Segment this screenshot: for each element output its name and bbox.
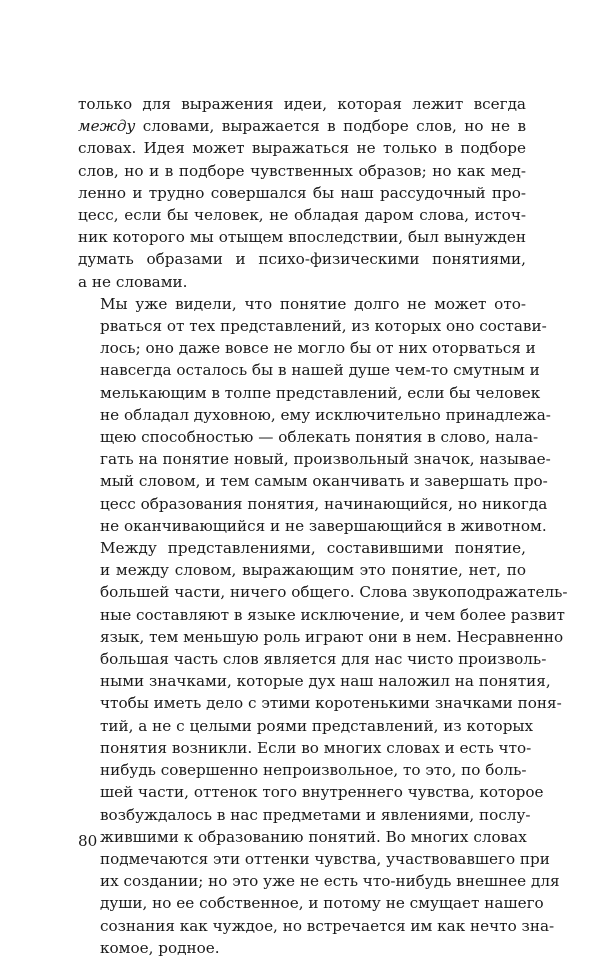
text-line: лось; оно даже вовсе не могло бы от них оторваться и bbox=[100, 339, 536, 358]
text-line: Между представлениями, составившими понятие, bbox=[100, 539, 526, 558]
text-line: большая часть слов является для нас чисто произволь- bbox=[100, 650, 547, 669]
text-line: ленно и трудно совершался бы наш рассудочный про- bbox=[78, 183, 526, 202]
page-body bbox=[78, 93, 568, 959]
text-line: их создании; но это уже не есть что-нибудь внешнее для bbox=[100, 872, 560, 891]
text-line: ник которого мы отыщем впоследствии, был вынужден bbox=[78, 228, 526, 247]
text-line: только для выражения идеи, которая лежит всегда bbox=[78, 95, 526, 113]
text-line: шей части, оттенок того внутреннего чувства, которое bbox=[100, 783, 544, 802]
text-line: мелькающим в толпе представлений, если бы человек bbox=[100, 383, 541, 402]
text-line: думать образами и психо-физическими понятиями, bbox=[78, 250, 526, 269]
text-line: язык, тем меньшую роль играют они в нем. Несравненно bbox=[100, 627, 564, 646]
text-line: мый словом, и тем самым оканчивать и завершать про- bbox=[100, 472, 548, 491]
text-line: рваться от тех представлений, из которых оно состави- bbox=[100, 317, 547, 336]
text-line: ными значками, которые дух наш наложил на понятия, bbox=[100, 672, 551, 691]
text-line: понятия возникли. Если во многих словах и есть что- bbox=[100, 738, 532, 757]
text-line: щею способностью — облекать понятия в слово, нала- bbox=[100, 428, 539, 447]
text-line: подмечаются эти оттенки чувства, участвовавшего при bbox=[100, 849, 550, 868]
text-line: цесс образования понятия, начинающийся, но никогда bbox=[100, 494, 548, 513]
text-line: не обладал духовною, ему исключительно принадлежа- bbox=[100, 405, 551, 424]
text-line: души, но ее собственное, и потому не смущает нашего bbox=[100, 894, 544, 913]
text-line: нибудь совершенно непроизвольное, то это, по боль- bbox=[100, 761, 527, 780]
text-line: большей части, ничего общего. Слова звукоподражатель- bbox=[100, 583, 568, 602]
text-line: тий, а не с целыми роями представлений, из которых bbox=[100, 716, 534, 735]
paragraph bbox=[78, 93, 526, 293]
text-line: ные составляют в языке исключение, и чем более развит bbox=[100, 605, 565, 624]
text-line: жившими к образованию понятий. Во многих словах bbox=[100, 827, 527, 846]
text-line: и между словом, выражающим это понятие, нет, по bbox=[100, 561, 526, 580]
text-line: навсегда осталось бы в нашей душе чем-то смутным и bbox=[100, 361, 540, 380]
text-line: цесс, если бы человек, не обладая даром слова, источ- bbox=[78, 206, 526, 225]
text-line: гать на понятие новый, произвольный значок, называе- bbox=[100, 450, 551, 469]
text-line: возбуждалось в нас предметами и явлениями, послу- bbox=[100, 805, 531, 824]
text-line: а не словами. bbox=[78, 272, 188, 291]
text-line: сознания как чуждое, но встречается им как нечто зна- bbox=[100, 916, 555, 935]
text-line: чтобы иметь дело с этими коротенькими значками поня- bbox=[100, 694, 562, 713]
paragraph bbox=[78, 293, 551, 537]
text-line: не оканчивающийся и не завершающийся в животном. bbox=[100, 516, 547, 535]
text-line: Мы уже видели, что понятие долго не может ото- bbox=[100, 294, 526, 313]
page-number: 80 bbox=[78, 832, 98, 850]
text-line: комое, родное. bbox=[100, 938, 220, 957]
text-line: между словами, выражается в подборе слов, но не в bbox=[78, 117, 526, 136]
text-line: слов, но и в подборе чувственных образов; но как мед- bbox=[78, 161, 526, 180]
text-line: словах. Идея может выражаться не только в подборе bbox=[78, 139, 526, 158]
paragraph bbox=[78, 537, 568, 959]
